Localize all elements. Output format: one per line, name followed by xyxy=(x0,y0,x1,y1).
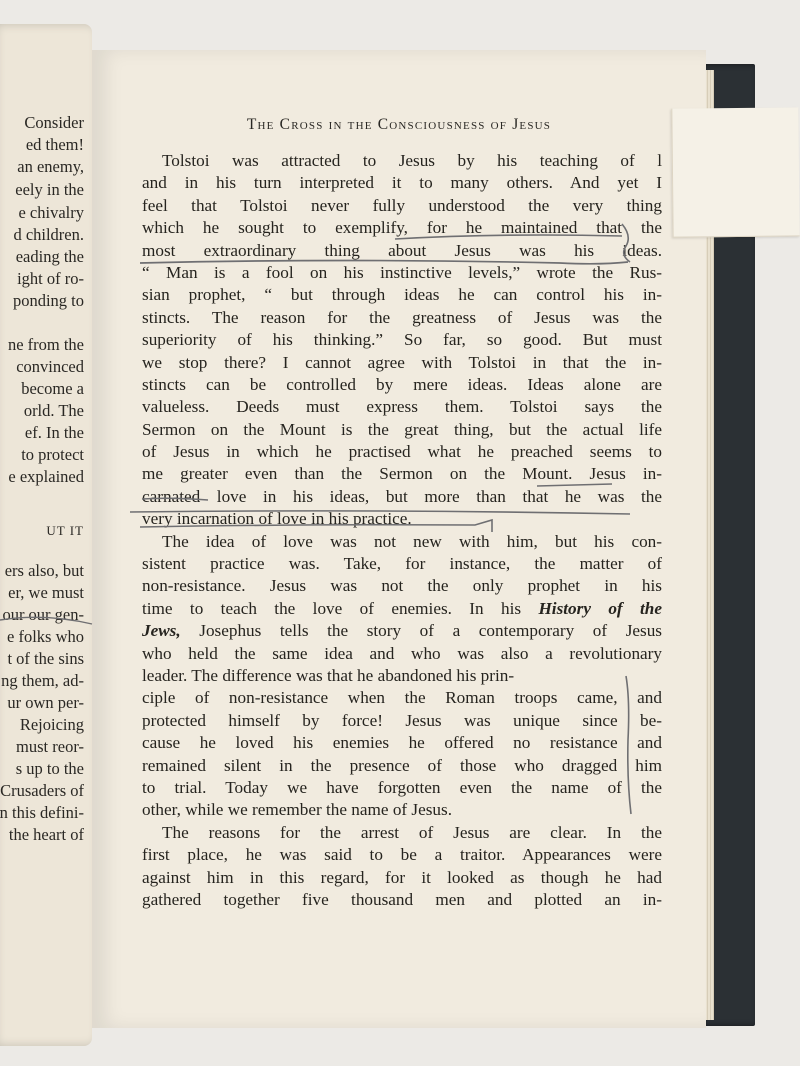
left-page-line: ponding to xyxy=(12,291,84,310)
left-page-line: become a xyxy=(21,379,84,398)
left-page-line: e explained xyxy=(8,467,84,486)
book-title-italic: Jews, xyxy=(142,621,181,641)
left-page-line: orld. The xyxy=(23,401,84,420)
left-page-line: er, we must xyxy=(8,583,84,602)
left-page-line: convinced xyxy=(16,357,84,376)
text-line: non-resistance. Jesus was not the only prophet in his xyxy=(142,576,662,596)
left-page-line: ng them, ad- xyxy=(1,671,84,690)
text-line: “ Man is a fool on his instinctive levels,” wrote the Rus- xyxy=(142,262,662,282)
left-page-line: Crusaders of xyxy=(0,781,84,800)
body-text xyxy=(142,150,662,911)
left-page-line: ne from the xyxy=(7,335,84,354)
left-page-line: s up to the xyxy=(15,759,84,778)
text-line: stincts. The reason for the greatness of Jesus was the xyxy=(142,307,662,327)
text-line: carnated love in his ideas, but more than that he was the xyxy=(142,486,662,506)
left-page-line: an enemy, xyxy=(17,157,84,176)
text-line: remained silent in the presence of those who dragged him xyxy=(142,755,662,775)
left-page-line: n this defini- xyxy=(0,803,84,822)
left-page-line: ers also, but xyxy=(4,561,84,580)
text-line: Sermon on the Mount is the great thing, but the actual life xyxy=(142,419,662,439)
left-page-line: UT IT xyxy=(46,523,84,538)
text-line: valueless. Deeds must express them. Tolstoi says the xyxy=(142,397,662,417)
text-line: and in his turn interpreted it to many others. And yet I xyxy=(142,173,662,193)
text-line: ciple of non-resistance when the Roman troops came, and xyxy=(142,688,662,708)
text-line: feel that Tolstoi never fully understood the very thing xyxy=(142,195,662,215)
text-line: stincts can be controlled by mere ideas. Ideas alone are xyxy=(142,374,662,394)
left-page-line: eely in the xyxy=(15,180,84,199)
text-line: which he sought to exemplify, for he maintained that the xyxy=(142,218,662,238)
left-page-line: ed them! xyxy=(25,135,84,154)
left-page-line: our our gen- xyxy=(2,605,84,624)
text-line: sistent practice was. Take, for instance, the matter of xyxy=(142,554,662,574)
left-page-line: d children. xyxy=(13,225,84,244)
text-line: against him in this regard, for it looked as though he had xyxy=(142,867,662,887)
left-page-line: must reor- xyxy=(16,737,84,756)
text-line: time to teach the love of enemies. In his History of the xyxy=(142,598,662,618)
text-line: superiority of his thinking.” So far, so good. But must xyxy=(142,330,662,350)
text-line: Jews, Josephus tells the story of a contemporary of Jesus xyxy=(142,621,662,641)
left-page-line: the heart of xyxy=(8,825,84,844)
text-line: cause he loved his enemies he offered no resistance and xyxy=(142,733,662,753)
left-page-line: t of the sins xyxy=(7,649,84,668)
left-page-line: ef. In the xyxy=(24,423,84,442)
left-page-line: ur own per- xyxy=(7,693,84,712)
running-head: The Cross in the Consciousness of Jesus xyxy=(246,116,552,133)
text-line: to trial. Today we have forgotten even the name of the xyxy=(142,777,662,797)
right-page xyxy=(92,50,706,1028)
text-line: protected himself by force! Jesus was unique since be- xyxy=(142,710,662,730)
left-page-line: Rejoicing xyxy=(19,715,84,734)
text-line: most extraordinary thing about Jesus was his ideas. xyxy=(142,240,662,260)
text-line: Tolstoi was attracted to Jesus by his teaching of l xyxy=(162,151,662,170)
text-line: gathered together five thousand men and plotted an in- xyxy=(142,889,662,909)
left-page-line: e folks who xyxy=(7,627,84,646)
left-page-line: Consider xyxy=(24,113,84,132)
text-line: of Jesus in which he practised what he preached seems to xyxy=(142,442,662,462)
paper-bookmark-slip xyxy=(671,107,799,237)
text-line: who held the same idea and who was also a revolutionary xyxy=(142,643,662,663)
left-page-line: eading the xyxy=(15,247,84,266)
text-line: first place, he was said to be a traitor. Appearances were xyxy=(142,845,662,865)
book-title-italic: History of the xyxy=(538,598,662,618)
text-line: we stop there? I cannot agree with Tolstoi in that the in- xyxy=(142,352,662,372)
left-page-line: ight of ro- xyxy=(17,269,84,288)
text-line: The reasons for the arrest of Jesus are clear. In the xyxy=(162,822,662,842)
text-line: The idea of love was not new with him, but his con- xyxy=(162,531,662,551)
left-page-line: to protect xyxy=(21,445,84,464)
text-line: very incarnation of love in his practice. xyxy=(142,509,412,529)
left-page-line: e chivalry xyxy=(18,203,84,222)
text-line: leader. The difference was that he abandoned his prin- xyxy=(142,665,515,685)
left-page xyxy=(0,24,92,1046)
text-line: sian prophet, “ but through ideas he can control his in- xyxy=(142,285,662,305)
text-line: other, while we remember the name of Jesus. xyxy=(142,800,453,820)
text-line: me greater even than the Sermon on the Mount. Jesus in- xyxy=(142,464,662,484)
